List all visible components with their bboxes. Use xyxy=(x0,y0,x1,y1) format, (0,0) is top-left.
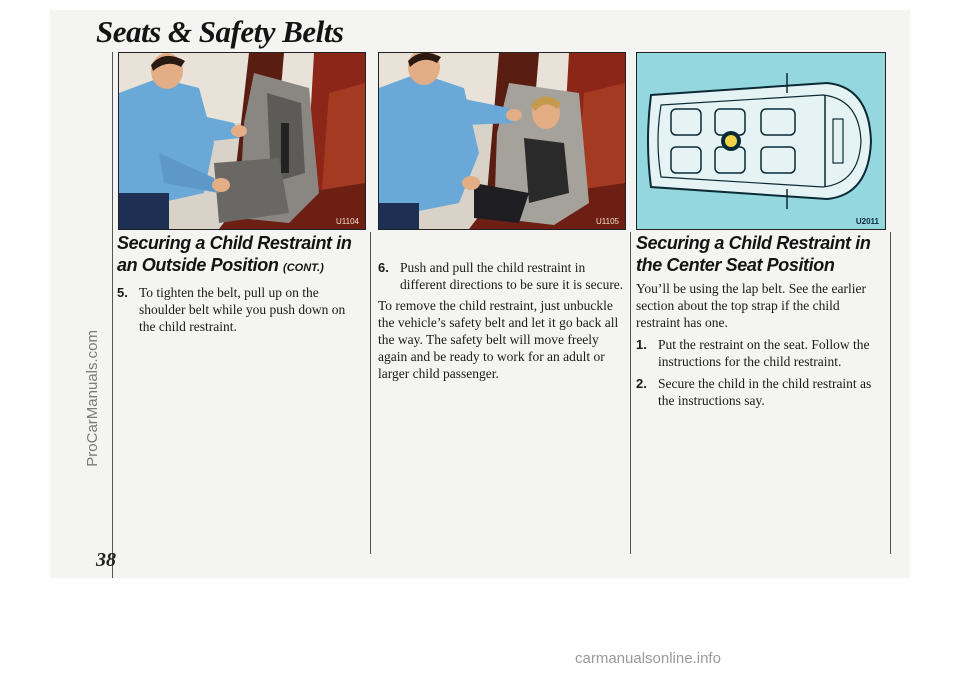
step-text: Push and pull the child restraint in different directions to be sure it is secure. xyxy=(400,260,624,292)
step-number: 2. xyxy=(636,376,647,391)
van-diagram xyxy=(637,53,885,229)
photo-child-in-restraint xyxy=(378,52,626,230)
photo-illustration xyxy=(119,53,365,229)
section-title: Seats & Safety Belts xyxy=(96,14,344,49)
step-item xyxy=(117,284,365,335)
diagram-van-seating-top-view xyxy=(636,52,886,230)
side-watermark: ProCarManuals.com xyxy=(84,330,101,467)
column-rule xyxy=(370,232,371,554)
step-number: 6. xyxy=(378,260,389,275)
column-rule xyxy=(630,232,631,554)
step-number: 5. xyxy=(117,285,128,300)
right-column xyxy=(636,232,884,409)
figure-code: U1104 xyxy=(336,217,359,226)
subheading-outside-position: Securing a Child Restraint in an Outside Position (CONT.) xyxy=(117,233,352,275)
step-text: To tighten the belt, pull up on the shoulder belt while you push down on the child restraint. xyxy=(139,285,346,334)
left-column xyxy=(117,232,365,335)
middle-column xyxy=(378,254,626,382)
step-item xyxy=(636,336,884,370)
step-text: Secure the child in the child restraint as the instructions say. xyxy=(658,376,872,408)
margin-rule xyxy=(112,52,113,578)
figure-code: U2011 xyxy=(855,217,879,226)
step-number: 1. xyxy=(636,337,647,352)
column-rule xyxy=(890,232,891,554)
figure-code: U1105 xyxy=(596,217,619,226)
photo-adult-tightening-belt xyxy=(118,52,366,230)
footer-watermark: carmanualsonline.info xyxy=(575,650,721,667)
page-number: 38 xyxy=(96,549,116,571)
body-paragraph: You’ll be using the lap belt. See the earlier section about the top strap if the child restraint has one. xyxy=(636,281,866,330)
step-item xyxy=(378,259,626,293)
subheading-center-position: Securing a Child Restraint in the Center Seat Position xyxy=(636,233,871,275)
step-item xyxy=(636,375,884,409)
photo-illustration xyxy=(379,53,625,229)
step-text: Put the restraint on the seat. Follow the instructions for the child restraint. xyxy=(658,337,870,369)
body-paragraph: To remove the child restraint, just unbuckle the vehicle’s safety belt and let it go back all the way. The safety belt will move freely again and be ready to work for an adult or larger child passenger. xyxy=(378,298,619,381)
